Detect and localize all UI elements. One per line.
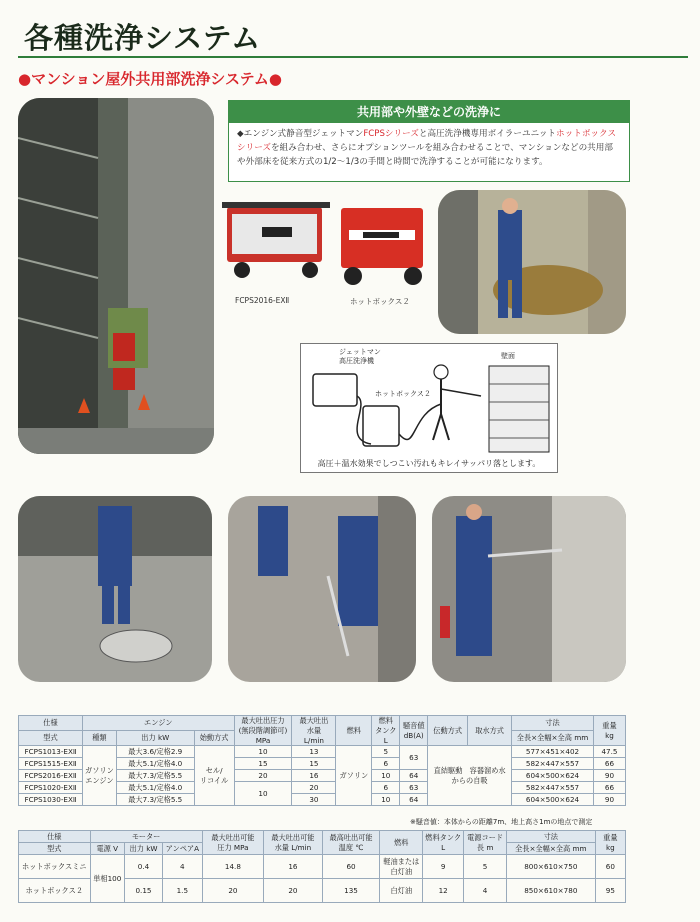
table-row-model: FCPS1020-EXⅡ	[19, 782, 83, 794]
t1-h-noise: 騒音値 dB(A)	[400, 716, 428, 746]
diagram-label-jetman: ジェットマン 高圧洗浄機	[339, 348, 381, 365]
t2-h-motor: モーター	[90, 831, 202, 843]
table-row-model: FCPS1515-EXⅡ	[19, 758, 83, 770]
table-row-flow: 20	[264, 879, 322, 903]
table-row-tank: 6	[372, 758, 400, 770]
system-diagram	[300, 343, 558, 473]
building-stairs-image	[18, 98, 214, 454]
table-row-power: 最大5.1/定格4.0	[116, 758, 194, 770]
table-row-dims: 582×447×557	[512, 758, 594, 770]
table-row-dims: 800×610×750	[506, 855, 595, 879]
info-box-heading: 共用部や外壁などの洗浄に	[229, 101, 629, 123]
t2-h-spec: 仕様	[19, 831, 91, 843]
floor-cleaning-photo	[438, 190, 626, 334]
wand-cleaning-image	[228, 496, 416, 682]
t2-h-voltage: 電源 V	[90, 843, 124, 855]
table-row-model: FCPS2016-EXⅡ	[19, 770, 83, 782]
table-row-dims: 604×500×624	[512, 794, 594, 806]
table-row-power: 最大7.3/定格5.5	[116, 794, 194, 806]
noise-note: ※騒音値：本体からの距離7m、地上高さ1mの地点で測定	[410, 818, 593, 826]
table-row-noise: 63	[400, 782, 428, 794]
t2-h-dims-sub: 全長×全幅×全高 mm	[506, 843, 595, 855]
t1-fuel: ガソリン	[336, 746, 372, 806]
table-row-model: FCPS1030-EXⅡ	[19, 794, 83, 806]
t1-h-start: 始動方式	[194, 731, 234, 746]
t2-h-tank: 燃料タンク L	[423, 831, 464, 855]
diagram-label-hotbox: ホットボックス２	[375, 390, 431, 398]
table-row-temp: 135	[322, 879, 380, 903]
hotbox-spec-table	[18, 830, 626, 903]
table-row-fuel: 軽油または 白灯油	[380, 855, 423, 879]
floor-cleaning-image	[438, 190, 626, 334]
info-text-3: と高圧洗浄機専用ボイラーユニット	[418, 129, 557, 139]
t1-h-drive: 伝動方式	[428, 716, 468, 746]
table-row-pressure: 20	[234, 770, 292, 782]
table-row-kw: 0.4	[124, 855, 162, 879]
surface-cleaner-image	[18, 496, 212, 682]
table-row-dims: 577×451×402	[512, 746, 594, 758]
info-text-1: ◆エンジン式静音型ジェットマン	[237, 129, 364, 139]
info-text-hotbox: ホットボックスシリーズ	[237, 129, 617, 153]
table-row-noise: 64	[400, 794, 428, 806]
table-row-weight: 90	[593, 770, 625, 782]
table-row-flow: 13	[292, 746, 336, 758]
table-row-weight: 60	[595, 855, 625, 879]
t2-h-flow: 最大吐出可能 水量 L/min	[264, 831, 322, 855]
t1-h-intake: 取水方式	[468, 716, 512, 746]
table-row-pressure: 14.8	[202, 855, 264, 879]
t2-h-dims: 寸法	[506, 831, 595, 843]
hotbox-machine-image	[333, 200, 433, 288]
corridor-cleaning-photo	[432, 496, 626, 682]
table-row-temp: 60	[322, 855, 380, 879]
table-row-dims: 850×610×780	[506, 879, 595, 903]
t1-h-model: 型式	[19, 731, 83, 746]
table-row-model: FCPS1013-EXⅡ	[19, 746, 83, 758]
table-row-tank: 12	[423, 879, 464, 903]
table-row-weight: 66	[593, 782, 625, 794]
table-row-power: 最大5.1/定格4.0	[116, 782, 194, 794]
t2-h-temp: 最高吐出可能 温度 ℃	[322, 831, 380, 855]
table-row-flow: 16	[264, 855, 322, 879]
table-row-cord: 4	[464, 879, 507, 903]
table-row-model: ホットボックスミニ	[19, 855, 91, 879]
table-row-noise: 63	[400, 746, 428, 770]
diagram-caption: 高圧＋温水効果でしつこい汚れもキレイサッパリ落とします。	[317, 459, 541, 468]
t2-h-pressure: 最大吐出可能 圧力 MPa	[202, 831, 264, 855]
t1-h-fuel: 燃料	[336, 716, 372, 746]
table-row-noise: 64	[400, 770, 428, 782]
t1-h-type: 種類	[82, 731, 116, 746]
table-row-amp: 1.5	[163, 879, 203, 903]
table-row-weight: 66	[593, 758, 625, 770]
t1-h-spec: 仕様	[19, 716, 83, 731]
table-row-weight: 95	[595, 879, 625, 903]
t1-start-method: セル/ リコイル	[194, 746, 234, 806]
table-row-flow: 15	[292, 758, 336, 770]
table-row-pressure: 20	[202, 879, 264, 903]
table-row-weight: 90	[593, 794, 625, 806]
table-row-model: ホットボックス２	[19, 879, 91, 903]
table-row-pressure: 15	[234, 758, 292, 770]
info-box	[228, 100, 630, 182]
table-row-flow: 30	[292, 794, 336, 806]
t1-drive: 直結駆動	[433, 765, 463, 775]
table-row-power: 最大7.3/定格5.5	[116, 770, 194, 782]
fcps-spec-table	[18, 715, 626, 806]
wand-cleaning-photo	[228, 496, 416, 682]
table-row-pressure: 10	[234, 782, 292, 806]
t1-h-weight: 重量 kg	[593, 716, 625, 746]
t1-h-pressure: 最大吐出圧力 (無段階調節可) MPa	[234, 716, 292, 746]
t2-h-fuel: 燃料	[380, 831, 423, 855]
t1-h-kw: 出力 kW	[116, 731, 194, 746]
t1-h-tank: 燃料 タンク L	[372, 716, 400, 746]
t1-intake: 容器溜め水 からの自吸	[451, 765, 506, 785]
table-row-cord: 5	[464, 855, 507, 879]
page-title: 各種洗浄システム	[24, 21, 262, 55]
table-row-tank: 9	[423, 855, 464, 879]
table-row-fuel: 白灯油	[380, 879, 423, 903]
info-text-5: を組み合わせ、さらにオプションツールを組み合わせることで、マンションなどの共用部や外部床を従来方式の1/2〜1/3の手間と時間で洗浄することが可能になります。	[237, 143, 613, 167]
table-row-dims: 582×447×557	[512, 782, 594, 794]
t2-voltage: 単相100	[90, 855, 124, 903]
table-row-tank: 10	[372, 770, 400, 782]
t1-drive-intake	[428, 746, 512, 806]
t2-h-amp: アンペアA	[163, 843, 203, 855]
table-row-pressure: 10	[234, 746, 292, 758]
building-stairs-photo	[18, 98, 214, 454]
fcps-caption: FCPS2016-EXⅡ	[235, 296, 290, 305]
t2-h-kw: 出力 kW	[124, 843, 162, 855]
table-row-tank: 10	[372, 794, 400, 806]
table-row-kw: 0.15	[124, 879, 162, 903]
title-divider	[18, 56, 688, 58]
table-row-amp: 4	[163, 855, 203, 879]
t2-h-cord: 電源コード 長 m	[464, 831, 507, 855]
surface-cleaner-photo	[18, 496, 212, 682]
t1-engine-type: ガソリン エンジン	[82, 746, 116, 806]
table-row-flow: 16	[292, 770, 336, 782]
t1-h-dims: 寸法	[512, 716, 594, 731]
section-subtitle: ●マンション屋外共用部洗浄システム●	[18, 70, 283, 88]
t1-h-engine: エンジン	[82, 716, 234, 731]
table-row-flow: 20	[292, 782, 336, 794]
table-row-tank: 5	[372, 746, 400, 758]
corridor-cleaning-image	[432, 496, 626, 682]
hotbox-caption: ホットボックス２	[350, 297, 410, 306]
fcps-machine-image	[222, 192, 332, 284]
t2-h-model: 型式	[19, 843, 91, 855]
diagram-label-wall: 壁面	[501, 352, 515, 360]
table-row-tank: 6	[372, 782, 400, 794]
t1-h-flow: 最大吐出 水量 L/min	[292, 716, 336, 746]
t2-h-weight: 重量 kg	[595, 831, 625, 855]
table-row-power: 最大3.6/定格2.9	[116, 746, 194, 758]
t1-h-dims-sub: 全長×全幅×全高 mm	[512, 731, 594, 746]
info-text-fcps: FCPSシリーズ	[363, 129, 419, 139]
info-box-text	[229, 123, 629, 173]
table-row-weight: 47.5	[593, 746, 625, 758]
table-row-dims: 604×500×624	[512, 770, 594, 782]
